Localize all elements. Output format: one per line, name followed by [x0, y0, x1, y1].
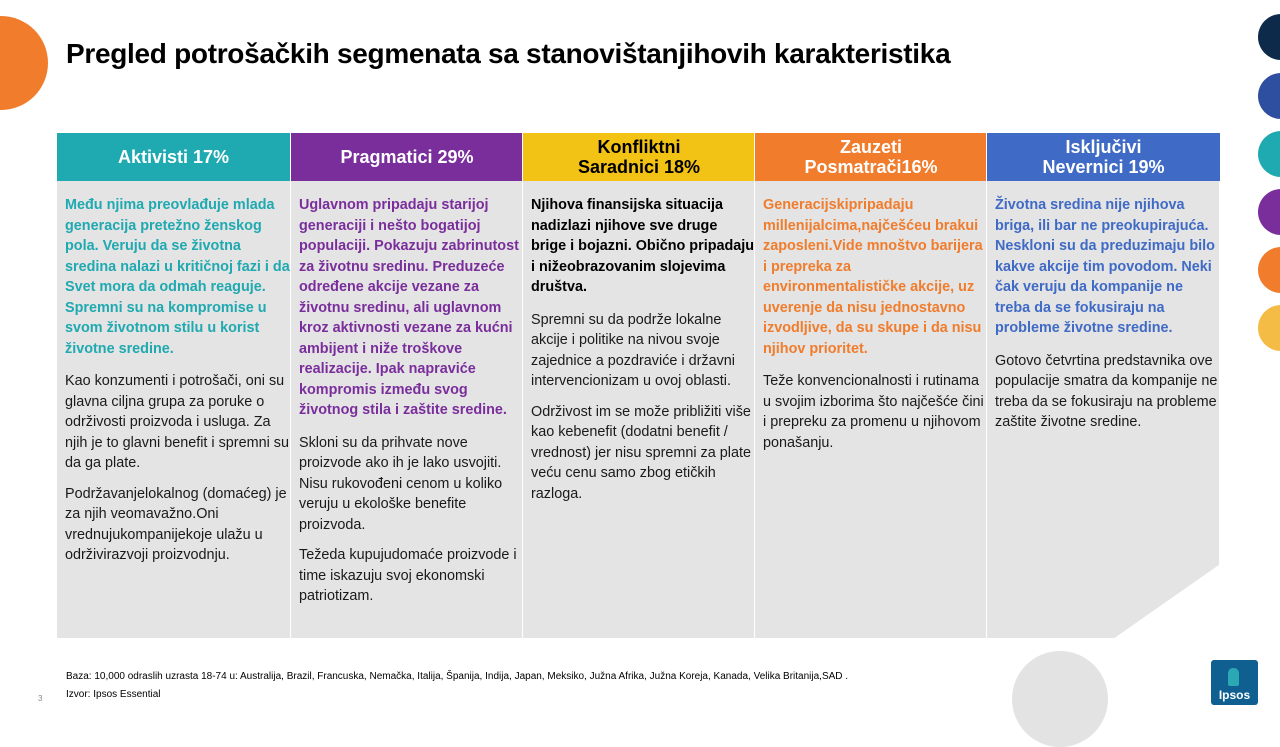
segment-header-konfliktni: Konfliktni Saradnici 18%	[523, 133, 755, 181]
segment-column-aktivisti	[57, 133, 290, 638]
orange-circle-decoration-2	[1258, 247, 1280, 293]
segment-header-zauzeti: Zauzeti Posmatrači16%	[755, 133, 987, 181]
segment-highlight: Među njima preovlađuje mlada generacija pretežno ženskog pola. Veruju da se životna sredina nalazi u kritičnoj fazi i da Svet mora da odmah reaguje. Spremni su na kompromise u svom životnom stilu u korist životne sredine.	[65, 197, 290, 357]
logo-text: Ipsos	[1218, 688, 1251, 702]
segments-table	[57, 133, 1219, 638]
segment-highlight: Njihova finansijska situacija nadizlazi njihove sve druge brige i bojazni. Obično pripadaju i nižeobrazovanim slojevima društva.	[531, 197, 755, 295]
orange-circle-decoration	[0, 16, 48, 110]
segment-paragraph: Teže konvencionalnosti i rutinama u svojim izborima što najčešće čini i prepreku za promenu u njihovom ponašanju.	[763, 373, 984, 451]
page-number: 3	[38, 694, 43, 703]
segment-column-zauzeti	[754, 133, 987, 638]
segment-paragraph: Spremni su da podrže lokalne akcije i politike na nivou svoje zajednice a pozdraviće i državni intervencionizam u ovoj oblasti.	[531, 311, 735, 389]
segment-paragraph: Kao konzumenti i potrošači, oni su glavna ciljna grupa za poruke o održivosti proizvoda i usluga. Za njih je to glavni benefit i spremni su da ga plate.	[65, 373, 289, 471]
yellow-circle-decoration	[1258, 305, 1280, 351]
segment-column-pragmatici	[290, 133, 523, 638]
segment-paragraph: Održivost im se može približiti više kao kebenefit (dodatni benefit / vrednost) jer nisu spremni za plate veću cenu samo zbog etičkih razloga.	[531, 403, 751, 502]
segment-body	[755, 181, 987, 453]
segment-highlight: Generacijskipripadaju millenijalcima,najčešćeu brakui zaposleni.Vide mnoštvo barijera i prepreka za environmentalističke akcije, uz uverenje da nisu jednostavno izvodljive, da su skupe i da nisu njihov prioritet.	[763, 197, 983, 357]
segment-body	[57, 181, 290, 566]
segment-highlight: Uglavnom pripadaju starijoj generaciji i nešto bogatijoj populaciji. Pokazuju zabrinutost za životnu sredinu. Preduzeće određene akcije vezane za životnu sredinu, ali uglavnom kroz aktivnosti vezane za kućni ambijent i niže troškove realizacije. Ipak napraviće kompromis između svog životnog stila i zaštite sredine.	[299, 197, 519, 418]
segment-column-iskljucivi	[986, 133, 1220, 638]
ipsos-logo	[1211, 660, 1258, 705]
segment-header-aktivisti: Aktivisti 17%	[57, 133, 290, 181]
segment-header-iskljucivi: Isključivi Nevernici 19%	[987, 133, 1220, 181]
footer-base-note: Baza: 10,000 odraslih uzrasta 18-74 u: Australija, Brazil, Francuska, Nemačka, Italija, Španija, Indija, Japan, Meksiko, Južna Afrika, Južna Koreja, Kanada, Velika Britanija,SAD .	[66, 671, 849, 682]
page-title: Pregled potrošačkih segmenata sa stanovištanjihovih karakteristika	[66, 38, 951, 69]
navy-circle-decoration	[1258, 14, 1280, 60]
segment-body	[987, 181, 1220, 433]
teal-circle-decoration	[1258, 131, 1280, 177]
segment-body	[291, 181, 523, 607]
segment-body	[523, 181, 755, 504]
segment-paragraph: Težeda kupujudomaće proizvode i time iskazuju svoj ekonomski patriotizam.	[299, 547, 517, 604]
segment-paragraph: Podržavanjelokalnog (domaćeg) je za njih veomavažno.Oni vrednujukompanijekoje ulažu u održivirazvoji proizvodnju.	[65, 485, 287, 563]
logo-mark-icon	[1228, 668, 1239, 686]
segment-paragraph: Gotovo četvrtina predstavnika ove populacije smatra da kompanije ne treba da se fokusiraju na probleme zaštite životne sredine.	[995, 352, 1218, 430]
segment-paragraph: Skloni su da prihvate nove proizvode ako ih je lako usvojiti. Nisu rukovođeni cenom u koliko veruju u ekološke benefite proizvoda.	[299, 434, 503, 533]
purple-circle-decoration	[1258, 189, 1280, 235]
segment-highlight: Životna sredina nije njihova briga, ili bar ne preokupirajuća. Neskloni su da preduzimaju bilo kakve akcije tim povodom. Neki čak veruju da kompanije ne treba da se fokusiraju na probleme životne sredine.	[995, 197, 1215, 336]
segment-column-konfliktni	[522, 133, 755, 638]
blue-circle-decoration	[1258, 73, 1280, 119]
footer-source-note: Izvor: Ipsos Essential	[66, 689, 161, 700]
gray-circle-decoration	[1012, 651, 1108, 747]
segment-header-pragmatici: Pragmatici 29%	[291, 133, 523, 181]
